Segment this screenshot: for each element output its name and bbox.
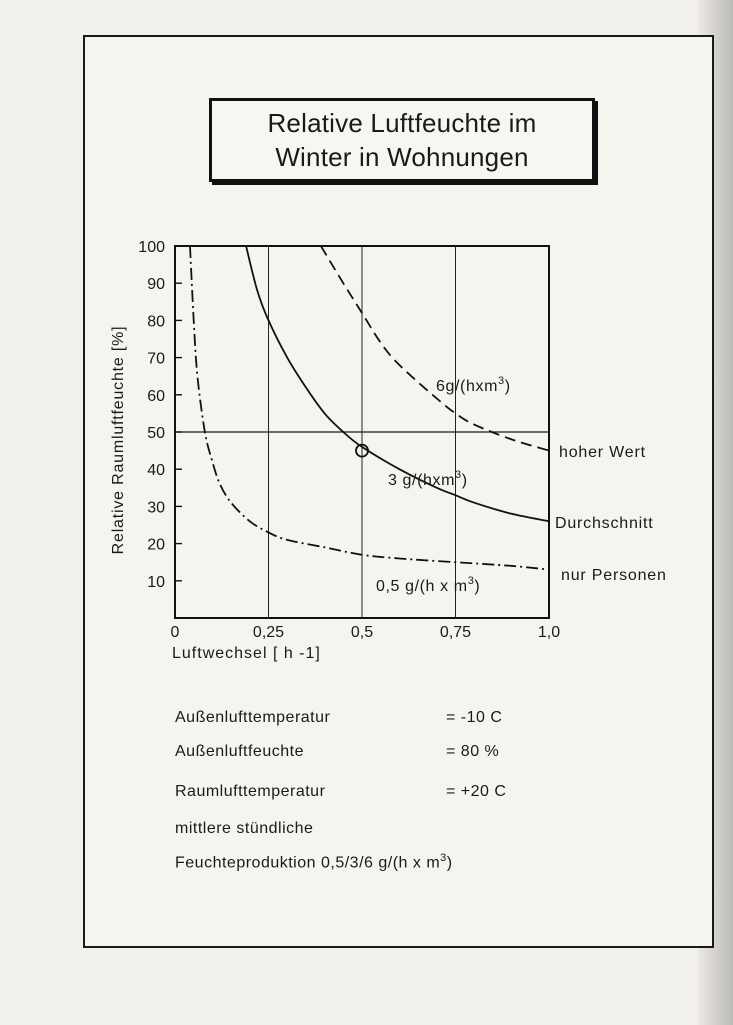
x-tick-label: 0,25 [252,624,285,641]
series-right-label-1: Durchschnitt [555,515,654,532]
production-line-1: mittlere stündliche [175,820,314,837]
x-tick-label: 1,0 [537,624,561,641]
production-line-2 [175,852,453,872]
series-label-sup: 3 [467,575,475,587]
x-axis-label: Luftwechsel [ h -1] [172,645,321,662]
y-tick-label: 80 [147,313,165,331]
series-label-sup: 3 [498,375,505,387]
series-labels [376,375,667,595]
condition-room-temp-label: Raumlufttemperatur [175,783,326,800]
y-tick-label: 50 [147,425,165,442]
y-tick-label: 10 [147,573,165,591]
y-tick-label: 60 [147,387,165,405]
series-label-end: ) [474,578,481,595]
series-label-2 [376,575,480,595]
x-tick-label: 0,5 [350,624,374,641]
y-axis-label: Relative Raumluftfeuchte [%] [110,325,127,555]
condition-outdoor-humidity-label: Außenluftfeuchte [175,743,304,760]
condition-outdoor-temp-value: = -10 C [446,709,503,726]
x-tick-labels [171,624,561,641]
series-line-2 [190,246,549,570]
series-label-end: ) [461,472,468,489]
condition-outdoor-temp-label: Außenlufttemperatur [175,709,331,726]
y-tick-label: 30 [147,499,165,517]
series-label-0 [436,375,511,395]
series-right-label-2: nur Personen [561,567,667,584]
x-tick-label: 0,75 [439,624,472,641]
title-line-2: Winter in Wohnungen [275,142,529,172]
condition-room-temp-value: = +20 C [446,783,507,800]
production-end: ) [446,854,453,872]
series-line-0 [321,246,549,451]
y-tick-label: 40 [147,462,165,480]
y-tick-label: 100 [138,239,165,256]
title-line-1: Relative Luftfeuchte im [267,108,537,138]
series-label-end: ) [504,378,511,395]
y-tick-label: 90 [147,276,165,294]
y-tick-label: 70 [147,350,165,368]
production-text: Feuchteproduktion 0,5/3/6 g/(h x m [175,854,441,872]
production-superscript: 3 [440,852,447,864]
condition-outdoor-humidity-value: = 80 % [446,743,500,760]
series-label-sup: 3 [455,469,462,481]
series-label-text: 3 g/(hxm [388,472,456,489]
series-label-text: 0,5 g/(h x m [376,578,468,595]
x-tick-label: 0 [170,624,180,641]
series-right-label-0: hoher Wert [559,444,646,461]
series-group [190,246,549,570]
series-label-text: 6g/(hxm [436,378,498,395]
y-tick-label: 20 [147,536,165,554]
